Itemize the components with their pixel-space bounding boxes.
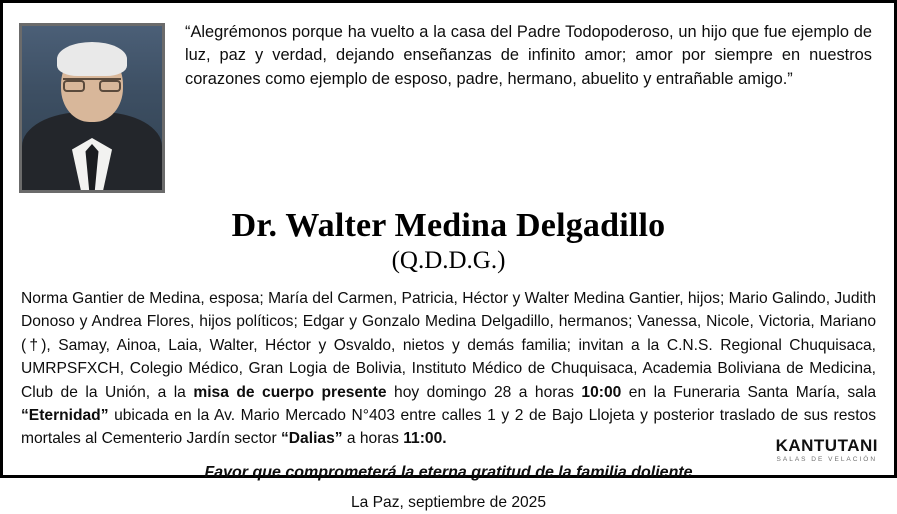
honorific-qddg: (Q.D.D.G.) xyxy=(391,247,506,274)
memorial-quote: “Alegrémonos porque ha vuelto a la casa del Padre Todopoderoso, un hijo que fue ejemplo de luz, paz y verdad, dejando enseñanzas de infinito amor; amor por siempre en nuestros corazones como ejemplo de esposo, padre, hermano, abuelito y entrañable amigo.” xyxy=(185,23,872,88)
body-part-3: en la Funeraria Santa María, sala xyxy=(621,383,876,401)
body-bold-3: “Eternidad” xyxy=(21,406,109,424)
funeral-home-logo xyxy=(776,437,878,464)
logo-name: KANTUTANI xyxy=(775,435,878,455)
body-bold-5: 11:00. xyxy=(403,430,447,448)
closing-line: Favor que comprometerá la eterna gratitud de la familia doliente xyxy=(204,463,693,481)
body-bold-4: “Dalias” xyxy=(281,430,343,448)
deceased-name: Dr. Walter Medina Delgadillo xyxy=(231,207,666,244)
body-part-1: Norma Gantier de Medina, esposa; María del Carmen, Patricia, Héctor y Walter Medina Gantier, hijos; Mario Galindo, Judith Donoso y Andrea Flores, hijos políticos; Edgar y Gonzalo Medina Delgadillo, hermanos; Vanessa, Nicole, Victoria, Mariano (†), Samay, Ainoa, Laia, Walter, Héctor y Osvaldo, nietos y demás familia; invitan a la C.N.S. Regional Chuquisaca, UMRPSFXCH, Colegio Médico, Gran Logia de Bolivia, Instituto Médico de Chuquisaca, Academia Boliviana de Medicina, Club de la Unión, a la xyxy=(21,290,876,401)
portrait-glasses xyxy=(63,78,121,91)
logo-subtitle: SALAS DE VELACIÓN xyxy=(776,455,878,463)
announcement-body xyxy=(3,277,894,514)
portrait-photo xyxy=(19,23,165,193)
place-and-date: La Paz, septiembre de 2025 xyxy=(350,493,547,511)
header-section xyxy=(3,3,894,193)
portrait-container xyxy=(19,17,171,193)
body-bold-1: misa de cuerpo presente xyxy=(193,383,387,401)
body-part-5: a horas xyxy=(342,430,404,448)
body-bold-2: 10:00 xyxy=(581,383,622,401)
quote-block xyxy=(171,17,878,91)
body-part-4: ubicada en la Av. Mario Mercado N°403 entre calles 1 y 2 de Bajo Llojeta y posterior traslado de sus restos mortales al Cementerio Jardín sector xyxy=(21,406,876,448)
body-part-2: hoy domingo 28 a horas xyxy=(386,383,582,401)
portrait-hair xyxy=(57,42,127,76)
